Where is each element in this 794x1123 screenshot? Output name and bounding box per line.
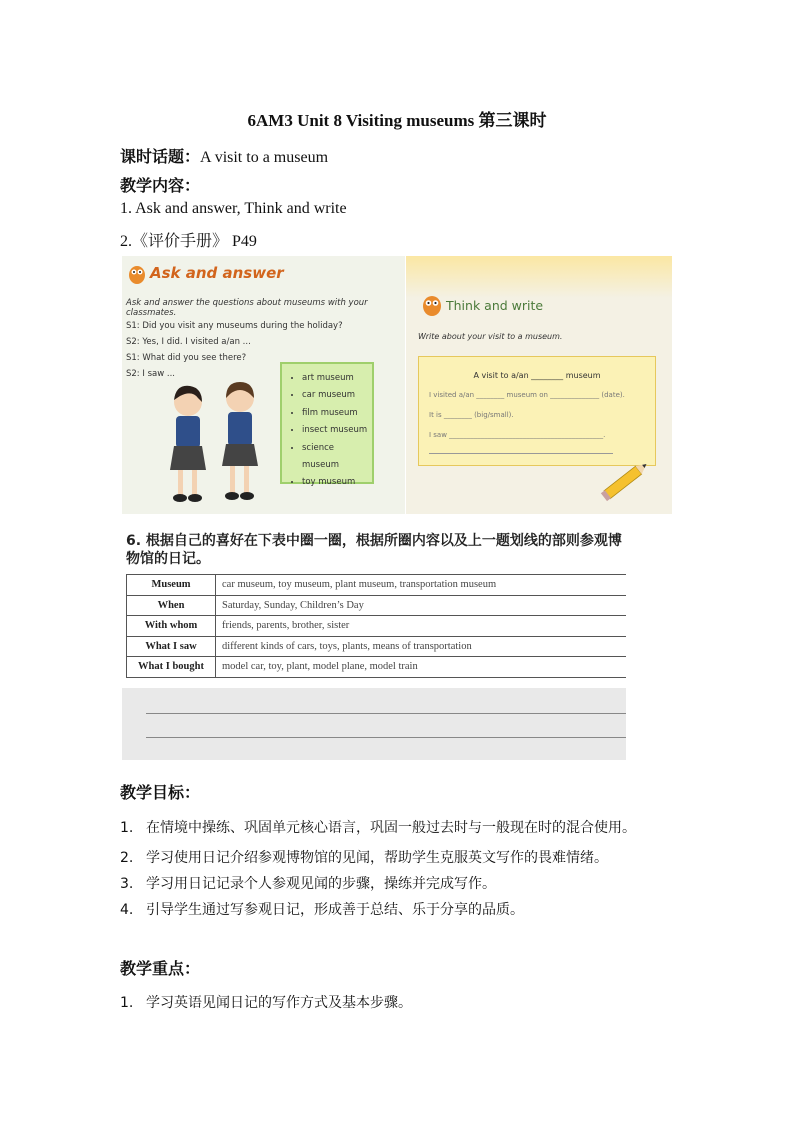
list-item: [120, 815, 680, 841]
item-number: 1.: [120, 820, 134, 836]
table-row: [127, 575, 627, 596]
card-line: I visited a/an ________ museum on ______________ (date).: [429, 391, 625, 399]
content-item-2: 2.《评价手册》 P49: [120, 233, 257, 250]
museum-option: • insect museum: [302, 422, 372, 439]
row-value: friends, parents, brother, sister: [216, 616, 627, 637]
item-text: 学习英语见闻日记的写作方式及基本步骤。: [146, 995, 412, 1011]
think-write-heading: Think and write: [446, 298, 544, 313]
list-item: [120, 990, 680, 1016]
table-row: [127, 657, 627, 678]
row-header: What I saw: [127, 636, 216, 657]
museum-options-box: [280, 362, 374, 488]
think-and-write-panel: [406, 256, 672, 514]
topic-value: A visit to a museum: [200, 149, 329, 166]
list-item: [120, 871, 680, 897]
writing-card: [418, 356, 656, 466]
think-write-instruction: Write about your visit to a museum.: [418, 332, 563, 341]
item-number: 2.: [120, 850, 134, 866]
item-text: 学习用日记记录个人参观见闻的步骤，操练并完成写作。: [146, 876, 496, 892]
list-item: [120, 897, 680, 923]
row-header: When: [127, 595, 216, 616]
row-value: model car, toy, plant, model plane, model train: [216, 657, 627, 678]
owl-icon: [420, 290, 444, 318]
row-header: What I bought: [127, 657, 216, 678]
dialogue-line: S1: Did you visit any museums during the holiday?: [126, 321, 343, 331]
goals-label: 教学目标：: [120, 783, 201, 802]
item-number: 1.: [120, 995, 134, 1011]
museum-option: • car museum: [302, 387, 372, 404]
item-text: 引导学生通过写参观日记，形成善于总结、乐于分享的品质。: [146, 902, 524, 918]
item-text: 在情境中操练、巩固单元核心语言，巩固一般过去时与一般现在时的混合使用。: [146, 820, 636, 836]
ask-answer-heading: Ask and answer: [150, 264, 284, 282]
writing-line: [146, 713, 626, 714]
page-title: 6AM3 Unit 8 Visiting museums 第三课时: [247, 111, 547, 130]
row-value: Saturday, Sunday, Children’s Day: [216, 595, 627, 616]
list-item: [120, 845, 680, 871]
ask-answer-instruction: Ask and answer the questions about museums with your classmates.: [126, 298, 368, 318]
dialogue-line: S1: What did you see there?: [126, 353, 247, 363]
children-illustration: [162, 374, 272, 510]
goals-list: [120, 815, 680, 923]
item-text: 学习使用日记介绍参观博物馆的见闻，帮助学生克服英文写作的畏难情绪。: [146, 850, 608, 866]
table-row: [127, 636, 627, 657]
key-points-label: 教学重点：: [120, 959, 201, 978]
row-header: With whom: [127, 616, 216, 637]
museum-table: [126, 574, 626, 678]
topic-label: 课时话题：: [120, 147, 201, 166]
card-line: I saw ____________________________________________.: [429, 431, 606, 439]
row-header: Museum: [127, 575, 216, 596]
blank-line: [429, 453, 613, 454]
row-value: car museum, toy museum, plant museum, transportation museum: [216, 575, 627, 596]
writing-area: [122, 688, 626, 760]
museum-option: • film museum: [302, 405, 372, 422]
item-number: 4.: [120, 902, 134, 918]
museum-option: • toy museum: [302, 474, 372, 491]
question-6: 6. 根据自己的喜好在下表中圈一圈，根据所圈内容以及上一题划线的部则参观博物馆的日记。: [126, 533, 622, 567]
header-band: [406, 256, 672, 298]
owl-icon: [126, 260, 148, 286]
item-number: 3.: [120, 876, 134, 892]
key-points-list: [120, 990, 680, 1016]
table-row: [127, 595, 627, 616]
dialogue-line: S2: I saw ...: [126, 369, 175, 379]
pencil-icon: [596, 454, 656, 506]
dialogue-line: S2: Yes, I did. I visited a/an ...: [126, 337, 251, 347]
writing-line: [146, 737, 626, 738]
ask-and-answer-panel: [122, 256, 405, 514]
row-value: different kinds of cars, toys, plants, means of transportation: [216, 636, 627, 657]
content-label: 教学内容：: [120, 176, 201, 195]
table-row: [127, 616, 627, 637]
card-line: It is ________ (big/small).: [429, 411, 514, 419]
museum-option: • science museum: [302, 440, 372, 475]
topic-line: [120, 144, 328, 167]
museum-option: • art museum: [302, 370, 372, 387]
content-item-1: 1. Ask and answer, Think and write: [120, 200, 347, 217]
card-title: A visit to a/an ________ museum: [473, 371, 601, 380]
